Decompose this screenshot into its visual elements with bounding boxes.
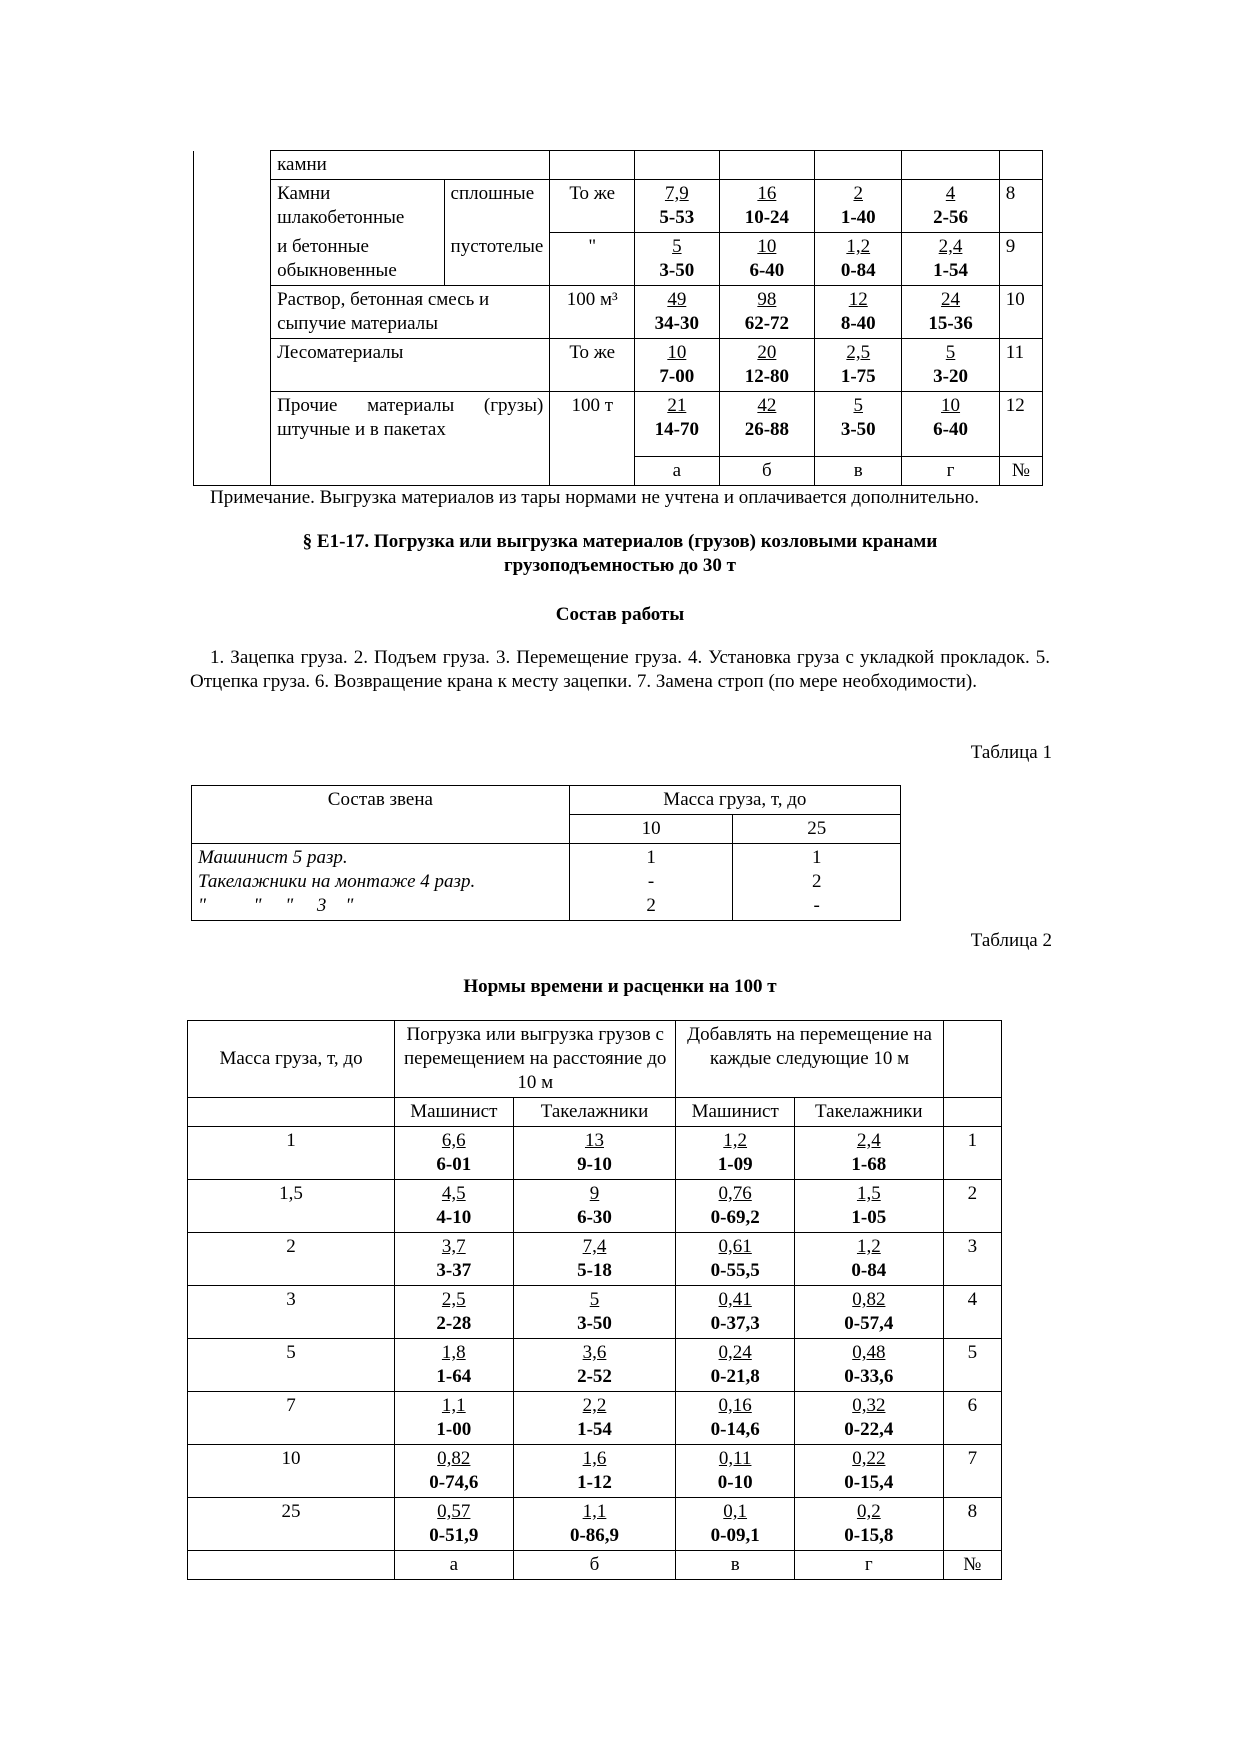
- table-row: 7 1,1 1-00 2,2 1-54 0,16 0-14,6 0,32 0-22,4 6: [188, 1392, 1002, 1445]
- table-row: Лесоматериалы То же 10 7-00 20 12-80 2,5 1-75 5 3-20 11: [194, 339, 1043, 392]
- table-row: и бетонные обыкновенные пустотелые " 5 3-50 10 6-40 1,2 0-84 2,4 1-54 9: [194, 233, 1043, 286]
- row-name: Камни шлакобетонные: [271, 180, 444, 233]
- row-num: 8: [999, 180, 1042, 233]
- row-name: камни: [271, 151, 550, 180]
- table2-label: Таблица 2: [970, 930, 1052, 951]
- table-header-row: 10 25: [192, 815, 901, 844]
- row-unit: ": [550, 233, 635, 286]
- row-name: Раствор, бетонная смесь и сыпучие материалы: [271, 286, 550, 339]
- row-unit: То же: [550, 339, 635, 392]
- table-footer-row: а б в г №: [194, 457, 1043, 486]
- table-row: 25 0,57 0-51,9 1,1 0-86,9 0,1 0-09,1 0,2 0-15,8 8: [188, 1498, 1002, 1551]
- table-row: Машинист 5 разр. Такелажники на монтаже 4 разр. " " " 3 " 1 - 2 1 2 -: [192, 844, 901, 921]
- row-num: 11: [999, 339, 1042, 392]
- table1-label: Таблица 1: [970, 742, 1052, 763]
- row-unit: 100 м³: [550, 286, 635, 339]
- table-row: 1,5 4,5 4-10 9 6-30 0,76 0-69,2 1,5 1-05 2: [188, 1180, 1002, 1233]
- row-name: и бетонные обыкновенные: [271, 233, 444, 286]
- row-num: 12: [999, 392, 1042, 457]
- work-title: Состав работы: [555, 604, 685, 625]
- note-text: Примечание. Выгрузка материалов из тары нормами не учтена и оплачивается дополнительно.: [210, 487, 980, 508]
- row-unit: 100 т: [550, 392, 635, 486]
- table-header-row: Машинист Такелажники Машинист Такелажники: [188, 1098, 1002, 1127]
- table-row: [194, 151, 1043, 180]
- section-title: § Е1-17. Погрузка или выгрузка материалов (грузов) козловыми кранами грузоподъемностью до 30 т: [302, 531, 938, 576]
- table-1: [191, 785, 901, 921]
- row-name: Прочие материалы (грузы) штучные и в пакетах: [271, 392, 550, 486]
- table-footer-row: а б в г №: [188, 1551, 1002, 1580]
- row-unit: То же: [550, 180, 635, 233]
- table-row: Прочие материалы (грузы) штучные и в пакетах 100 т 21 14-70 42 26-88 5 3-50 10 6-40 12: [194, 392, 1043, 457]
- table-row: 1 6,6 6-01 13 9-10 1,2 1-09 2,4 1-68 1: [188, 1127, 1002, 1180]
- top-table: [193, 150, 1043, 486]
- table-header-row: Масса груза, т, до Погрузка или выгрузка грузов с перемещением на расстояние до 10 м Добавлять на перемещение на каждые следующие 10 м: [188, 1021, 1002, 1098]
- row-sub: пустотелые: [444, 233, 550, 286]
- table-row: Раствор, бетонная смесь и сыпучие материалы 100 м³ 49 34-30 98 62-72 12 8-40 24 15-36 10: [194, 286, 1043, 339]
- row-num: 10: [999, 286, 1042, 339]
- table2-title: Нормы времени и расценки на 100 т: [463, 976, 777, 997]
- row-name: Лесоматериалы: [271, 339, 550, 392]
- row-sub: сплошные: [444, 180, 550, 233]
- table-2: [187, 1020, 1002, 1580]
- table-row: 10 0,82 0-74,6 1,6 1-12 0,11 0-10 0,22 0-15,4 7: [188, 1445, 1002, 1498]
- work-text: 1. Зацепка груза. 2. Подъем груза. 3. Перемещение груза. 4. Установка груза с укладкой прокладок. 5. Отцепка груза. 6. Возвращение крана к месту зацепки. 7. Замена строп (по мере необходимости).: [190, 647, 1050, 692]
- table-header-row: Состав звена Масса груза, т, до: [192, 786, 901, 815]
- left-margin-cell: [194, 151, 271, 486]
- row-num: 9: [999, 233, 1042, 286]
- table-row: Камни шлакобетонные сплошные То же 7,9 5-53 16 10-24 2 1-40 4 2-56 8: [194, 180, 1043, 233]
- table-row: 5 1,8 1-64 3,6 2-52 0,24 0-21,8 0,48 0-33,6 5: [188, 1339, 1002, 1392]
- table-row: 2 3,7 3-37 7,4 5-18 0,61 0-55,5 1,2 0-84 3: [188, 1233, 1002, 1286]
- table-row: 3 2,5 2-28 5 3-50 0,41 0-37,3 0,82 0-57,4 4: [188, 1286, 1002, 1339]
